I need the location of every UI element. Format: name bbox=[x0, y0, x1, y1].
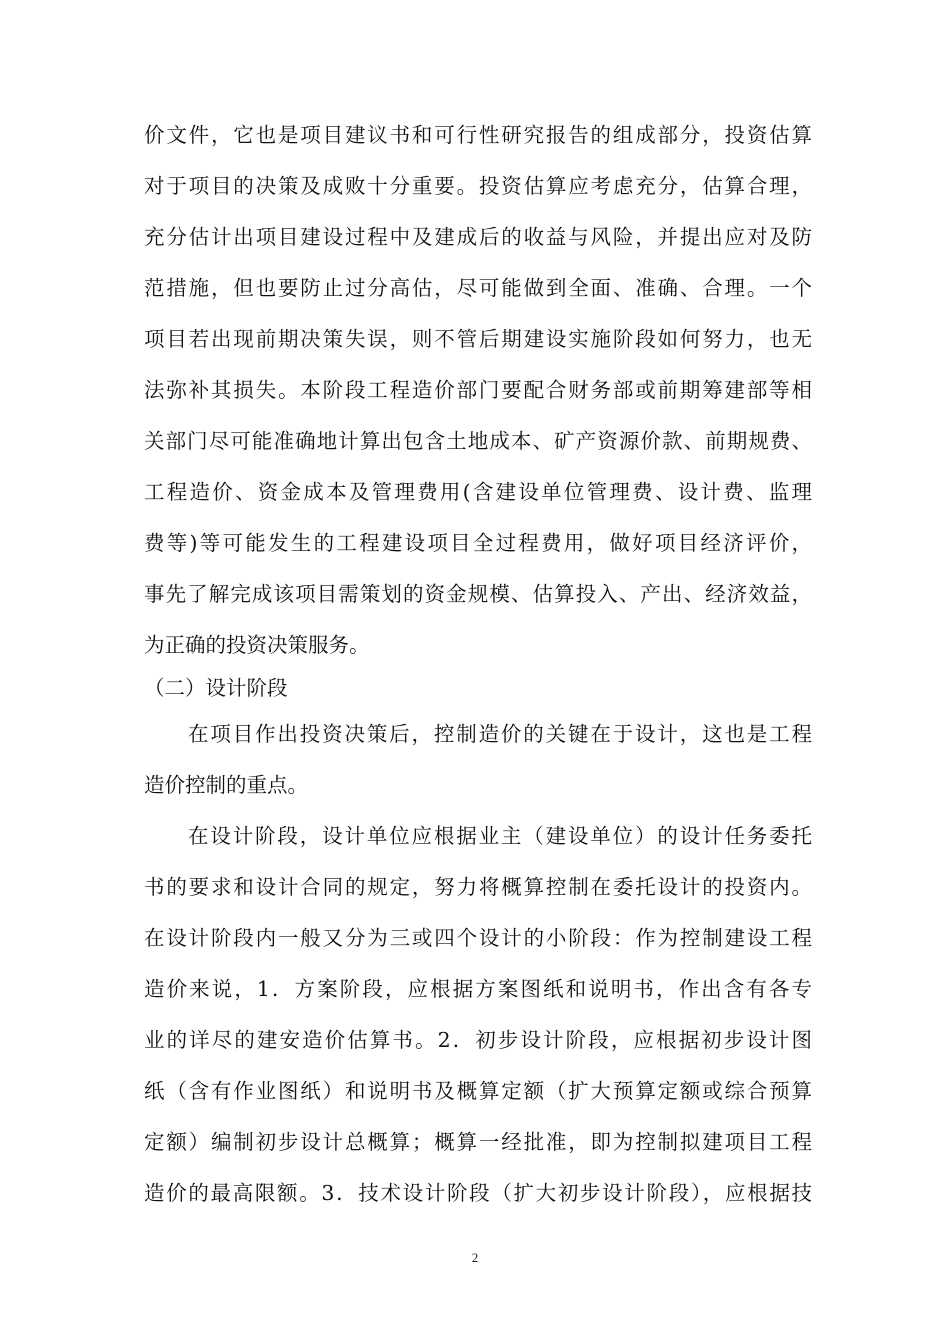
text-line: 事先了解完成该项目需策划的资金规模、估算投入、产出、经济效益， bbox=[144, 582, 812, 606]
text-line: 纸（含有作业图纸）和说明书及概算定额（扩大预算定额或综合预算 bbox=[144, 1079, 812, 1103]
text-line: 价文件，它也是项目建议书和可行性研究报告的组成部分，投资估算 bbox=[144, 123, 812, 147]
text-line: 为正确的投资决策服务。 bbox=[144, 633, 370, 657]
text-line: 对于项目的决策及成败十分重要。投资估算应考虑充分，估算合理， bbox=[144, 174, 812, 198]
section-heading: （二）设计阶段 bbox=[144, 676, 288, 700]
text-line: 造价的最高限额。3．技术设计阶段（扩大初步设计阶段），应根据技 bbox=[144, 1181, 812, 1205]
text-line: 业的详尽的建安造价估算书。2．初步设计阶段，应根据初步设计图 bbox=[144, 1028, 812, 1052]
paragraph-first-line: 在设计阶段，设计单位应根据业主（建设单位）的设计任务委托 bbox=[188, 824, 812, 848]
text-line: 费等)等可能发生的工程建设项目全过程费用，做好项目经济评价， bbox=[144, 531, 812, 555]
text-line: 工程造价、资金成本及管理费用(含建设单位管理费、设计费、监理 bbox=[144, 480, 812, 504]
text-line: 关部门尽可能准确地计算出包含土地成本、矿产资源价款、前期规费、 bbox=[144, 429, 812, 453]
text-line: 造价来说，1．方案阶段，应根据方案图纸和说明书，作出含有各专 bbox=[144, 977, 812, 1001]
text-line: 项目若出现前期决策失误，则不管后期建设实施阶段如何努力，也无 bbox=[144, 327, 812, 351]
text-line: 定额）编制初步设计总概算；概算一经批准，即为控制拟建项目工程 bbox=[144, 1130, 812, 1154]
text-line: 书的要求和设计合同的规定，努力将概算控制在委托设计的投资内。 bbox=[144, 875, 812, 899]
text-line: 范措施，但也要防止过分高估，尽可能做到全面、准确、合理。一个 bbox=[144, 276, 812, 300]
page-number: 2 bbox=[471, 1250, 479, 1265]
text-line: 造价控制的重点。 bbox=[144, 773, 308, 797]
text-line: 法弥补其损失。本阶段工程造价部门要配合财务部或前期筹建部等相 bbox=[144, 378, 812, 402]
text-line: 在设计阶段内一般又分为三或四个设计的小阶段：作为控制建设工程 bbox=[144, 926, 812, 950]
text-line: 充分估计出项目建设过程中及建成后的收益与风险，并提出应对及防 bbox=[144, 225, 812, 249]
paragraph-first-line: 在项目作出投资决策后，控制造价的关键在于设计，这也是工程 bbox=[188, 722, 812, 746]
